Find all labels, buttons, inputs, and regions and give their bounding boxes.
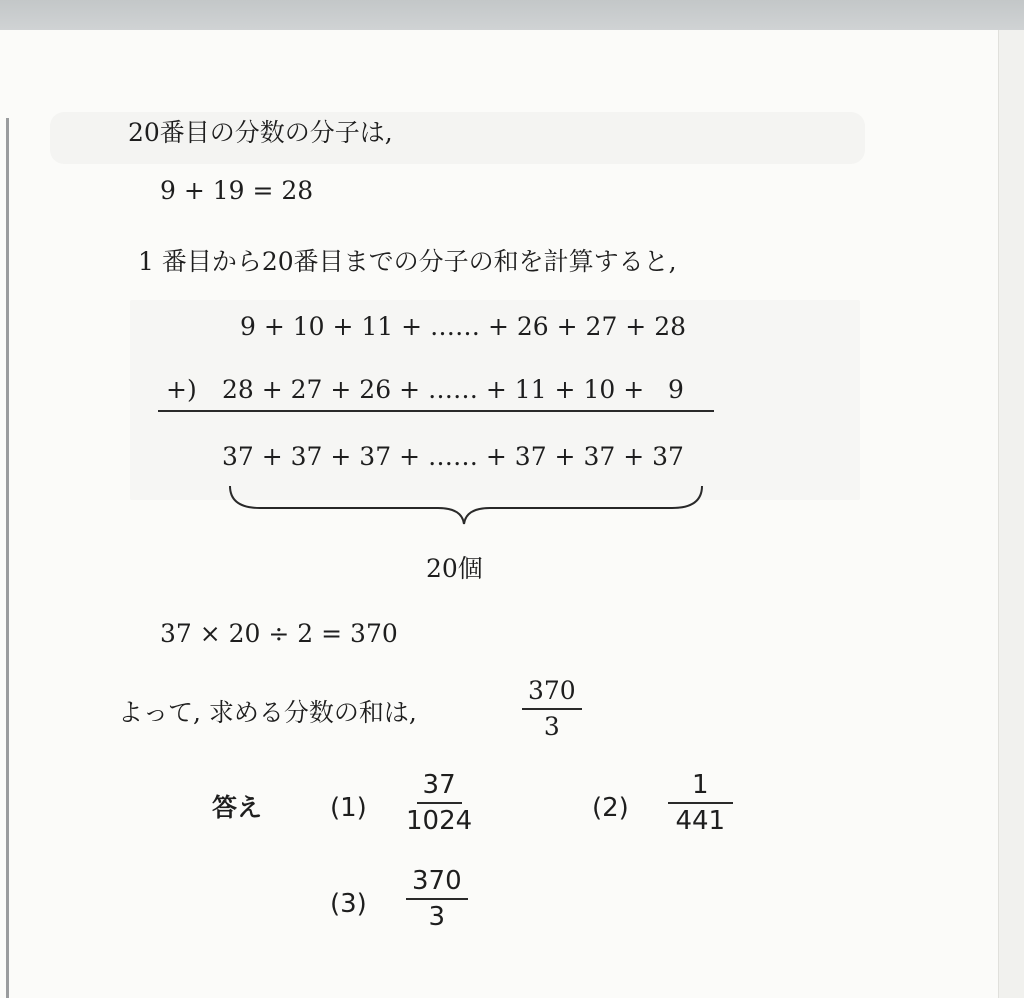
answer-2-label: (2) <box>592 793 629 823</box>
fraction-denominator: 3 <box>543 712 560 741</box>
answer-1-fraction <box>406 770 472 836</box>
sum-row-1: 9 + 10 + 11 + …… + 26 + 27 + 28 <box>240 312 687 341</box>
total-calculation: 37 × 20 ÷ 2 = 370 <box>160 619 398 648</box>
sum-row-2-operator: +) <box>166 375 197 404</box>
numerator-equation: 9 + 19 = 28 <box>160 176 314 205</box>
underbrace-label: 20個 <box>426 554 483 583</box>
sum-row-3: 37 + 37 + 37 + …… + 37 + 37 + 37 <box>222 442 684 471</box>
answer-3-fraction <box>406 866 468 932</box>
fraction-numerator: 370 <box>406 866 468 900</box>
conclusion-fraction <box>522 676 582 742</box>
answer-1-label: (1) <box>330 793 367 823</box>
fraction-denominator: 1024 <box>406 806 473 836</box>
answer-3-label: (3) <box>330 889 367 919</box>
addition-rule <box>158 410 714 412</box>
fraction-numerator: 1 <box>668 770 733 804</box>
conclusion-text: よって, 求める分数の和は, <box>118 698 417 727</box>
underbrace <box>226 484 706 528</box>
fraction-numerator: 37 <box>417 770 462 804</box>
answer-label: 答え <box>212 793 263 822</box>
page-top-band <box>0 0 1024 30</box>
fraction-denominator: 441 <box>675 806 726 836</box>
sum-row-2: 28 + 27 + 26 + …… + 11 + 10 + 9 <box>222 375 684 404</box>
margin-rule <box>6 118 9 998</box>
sum-intro: 1 番目から20番目までの分子の和を計算すると, <box>138 247 677 276</box>
answer-2-fraction <box>668 770 733 836</box>
fraction-numerator: 370 <box>522 676 582 710</box>
fraction-denominator: 3 <box>428 902 446 932</box>
numerator-intro: 20番目の分数の分子は, <box>128 118 393 147</box>
page-edge-strip <box>998 30 1024 998</box>
